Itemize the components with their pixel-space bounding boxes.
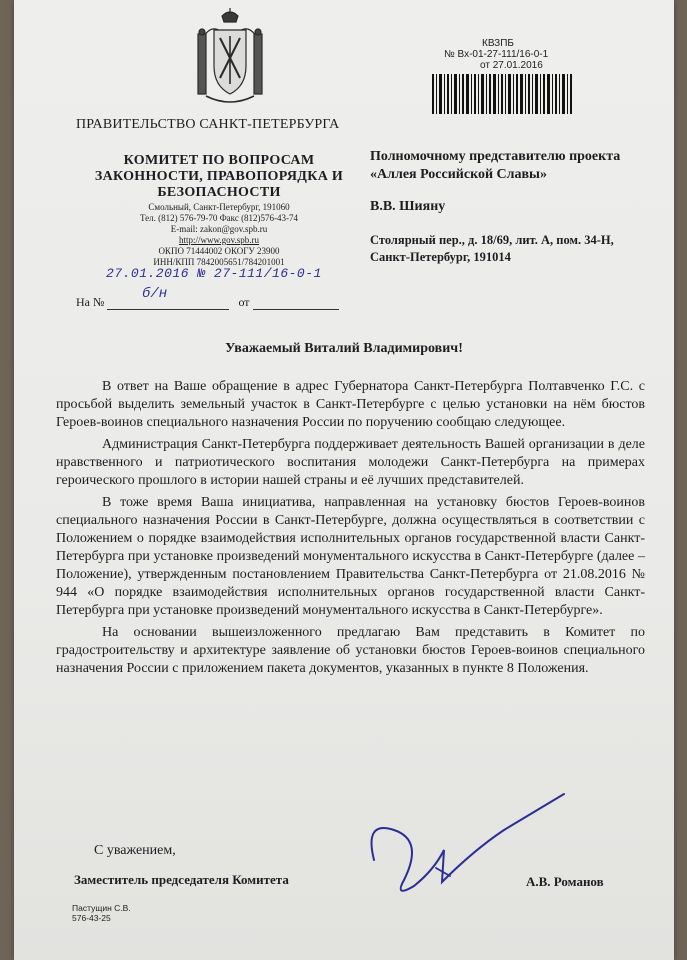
executor-phone: 576-43-25 bbox=[72, 913, 111, 923]
contact-inn: ИНН/КПП 7842005651/784201001 bbox=[153, 257, 285, 267]
addressee-name: В.В. Шияну bbox=[370, 199, 446, 214]
ref-prefix: На № bbox=[76, 295, 105, 309]
reference-line bbox=[76, 294, 339, 310]
addressee-block bbox=[370, 148, 670, 266]
committee-name bbox=[94, 153, 344, 201]
address-line: Столярный пер., д. 18/69, лит. А, пом. 34-Н, bbox=[370, 233, 614, 247]
coat-of-arms-icon bbox=[192, 6, 268, 114]
ref-number-handwritten: б/н bbox=[142, 286, 168, 302]
ref-date-blank bbox=[253, 294, 339, 310]
barcode-date: от 27.01.2016 bbox=[480, 60, 543, 71]
ref-number-blank bbox=[107, 294, 229, 310]
letter-greeting: Уважаемый Виталий Владимирович! bbox=[225, 341, 463, 356]
barcode-icon bbox=[432, 74, 572, 114]
letter-paragraph: Администрация Санкт-Петербурга поддерживает деятельность Вашей организации в деле нравственного и патриотического воспитания молодежи Санкт-Петербурга на примерах героического прошлого в истории нашей страны и её лучших представителей. bbox=[56, 437, 645, 488]
contact-okpo: ОКПО 71444002 ОКОГУ 23900 bbox=[158, 246, 280, 256]
barcode-code: КВЗПБ bbox=[482, 38, 514, 49]
ref-date-label: от bbox=[238, 295, 250, 309]
signer-position: Заместитель председателя Комитета bbox=[74, 872, 289, 887]
committee-contacts bbox=[114, 202, 324, 268]
letter-paragraph: На основании вышеизложенного предлагаю Вам представить в Комитет по градостроительству и архитектуре заявление об установки бюстов Героев-воинов специального назначения России с приложением пакета документов, указанных в пункте 8 Положения. bbox=[56, 625, 645, 676]
signer-name: А.В. Романов bbox=[526, 874, 604, 889]
contact-email[interactable]: E-mail: zakon@gov.spb.ru bbox=[170, 224, 268, 234]
contact-phone: Тел. (812) 576-79-70 Факс (812)576-43-74 bbox=[139, 213, 299, 223]
address-line: Санкт-Петербург, 191014 bbox=[370, 250, 511, 264]
letter-body bbox=[56, 378, 645, 682]
contact-address: Смольный, Санкт-Петербург, 191060 bbox=[148, 202, 290, 212]
letter-paragraph: В ответ на Ваше обращение в адрес Губернатора Санкт-Петербурга Полтавченко Г.С. с просьбой выделить земельный участок в Санкт-Петербурге с целью установки на нём бюстов Героев-воинов специального назначения России по поручению сообщаю следующее. bbox=[56, 379, 645, 430]
committee-line: ЗАКОННОСТИ, ПРАВОПОРЯДКА И bbox=[94, 169, 344, 184]
government-title: ПРАВИТЕЛЬСТВО САНКТ-ПЕТЕРБУРГА bbox=[76, 117, 340, 132]
executor-name: Пастущин С.В. bbox=[72, 903, 131, 913]
addressee-address bbox=[370, 232, 670, 266]
letter-paragraph: В тоже время Ваша инициатива, направленная на установку бюстов Героев-воинов специального назначения России в Санкт-Петербурге, должна осуществляться в соответствии с Положением о порядке взаимодействия исполнительных органов государственной власти Санкт-Петербурга при установке произведений монументального искусства в Санкт-Петербурге (далее – Положение), утвержденным постановлением Правительства Санкт-Петербурга от 21.08.2016 № 944 «О порядке взаимодействия исполнительных органов государственной власти Санкт-Петербурга при установке произведений монументального искусства в Санкт-Петербурге». bbox=[56, 495, 645, 618]
committee-line: БЕЗОПАСНОСТИ bbox=[157, 185, 281, 200]
addressee-title-line: Полномочному представителю проекта bbox=[370, 149, 621, 164]
letter-closing: С уважением, bbox=[94, 843, 176, 858]
barcode-reg-number: № Вх-01-27-111/16-0-1 bbox=[444, 49, 549, 60]
outgoing-number-handwritten: 27.01.2016 № 27-111/16-0-1 bbox=[106, 266, 322, 281]
contact-website-link[interactable]: http://www.gov.spb.ru bbox=[178, 235, 260, 245]
committee-line: КОМИТЕТ ПО ВОПРОСАМ bbox=[123, 153, 315, 168]
executor-info bbox=[72, 903, 131, 923]
registration-barcode-stamp bbox=[422, 38, 582, 118]
addressee-title-line: «Аллея Российской Славы» bbox=[370, 167, 547, 182]
letter-page bbox=[14, 0, 674, 960]
